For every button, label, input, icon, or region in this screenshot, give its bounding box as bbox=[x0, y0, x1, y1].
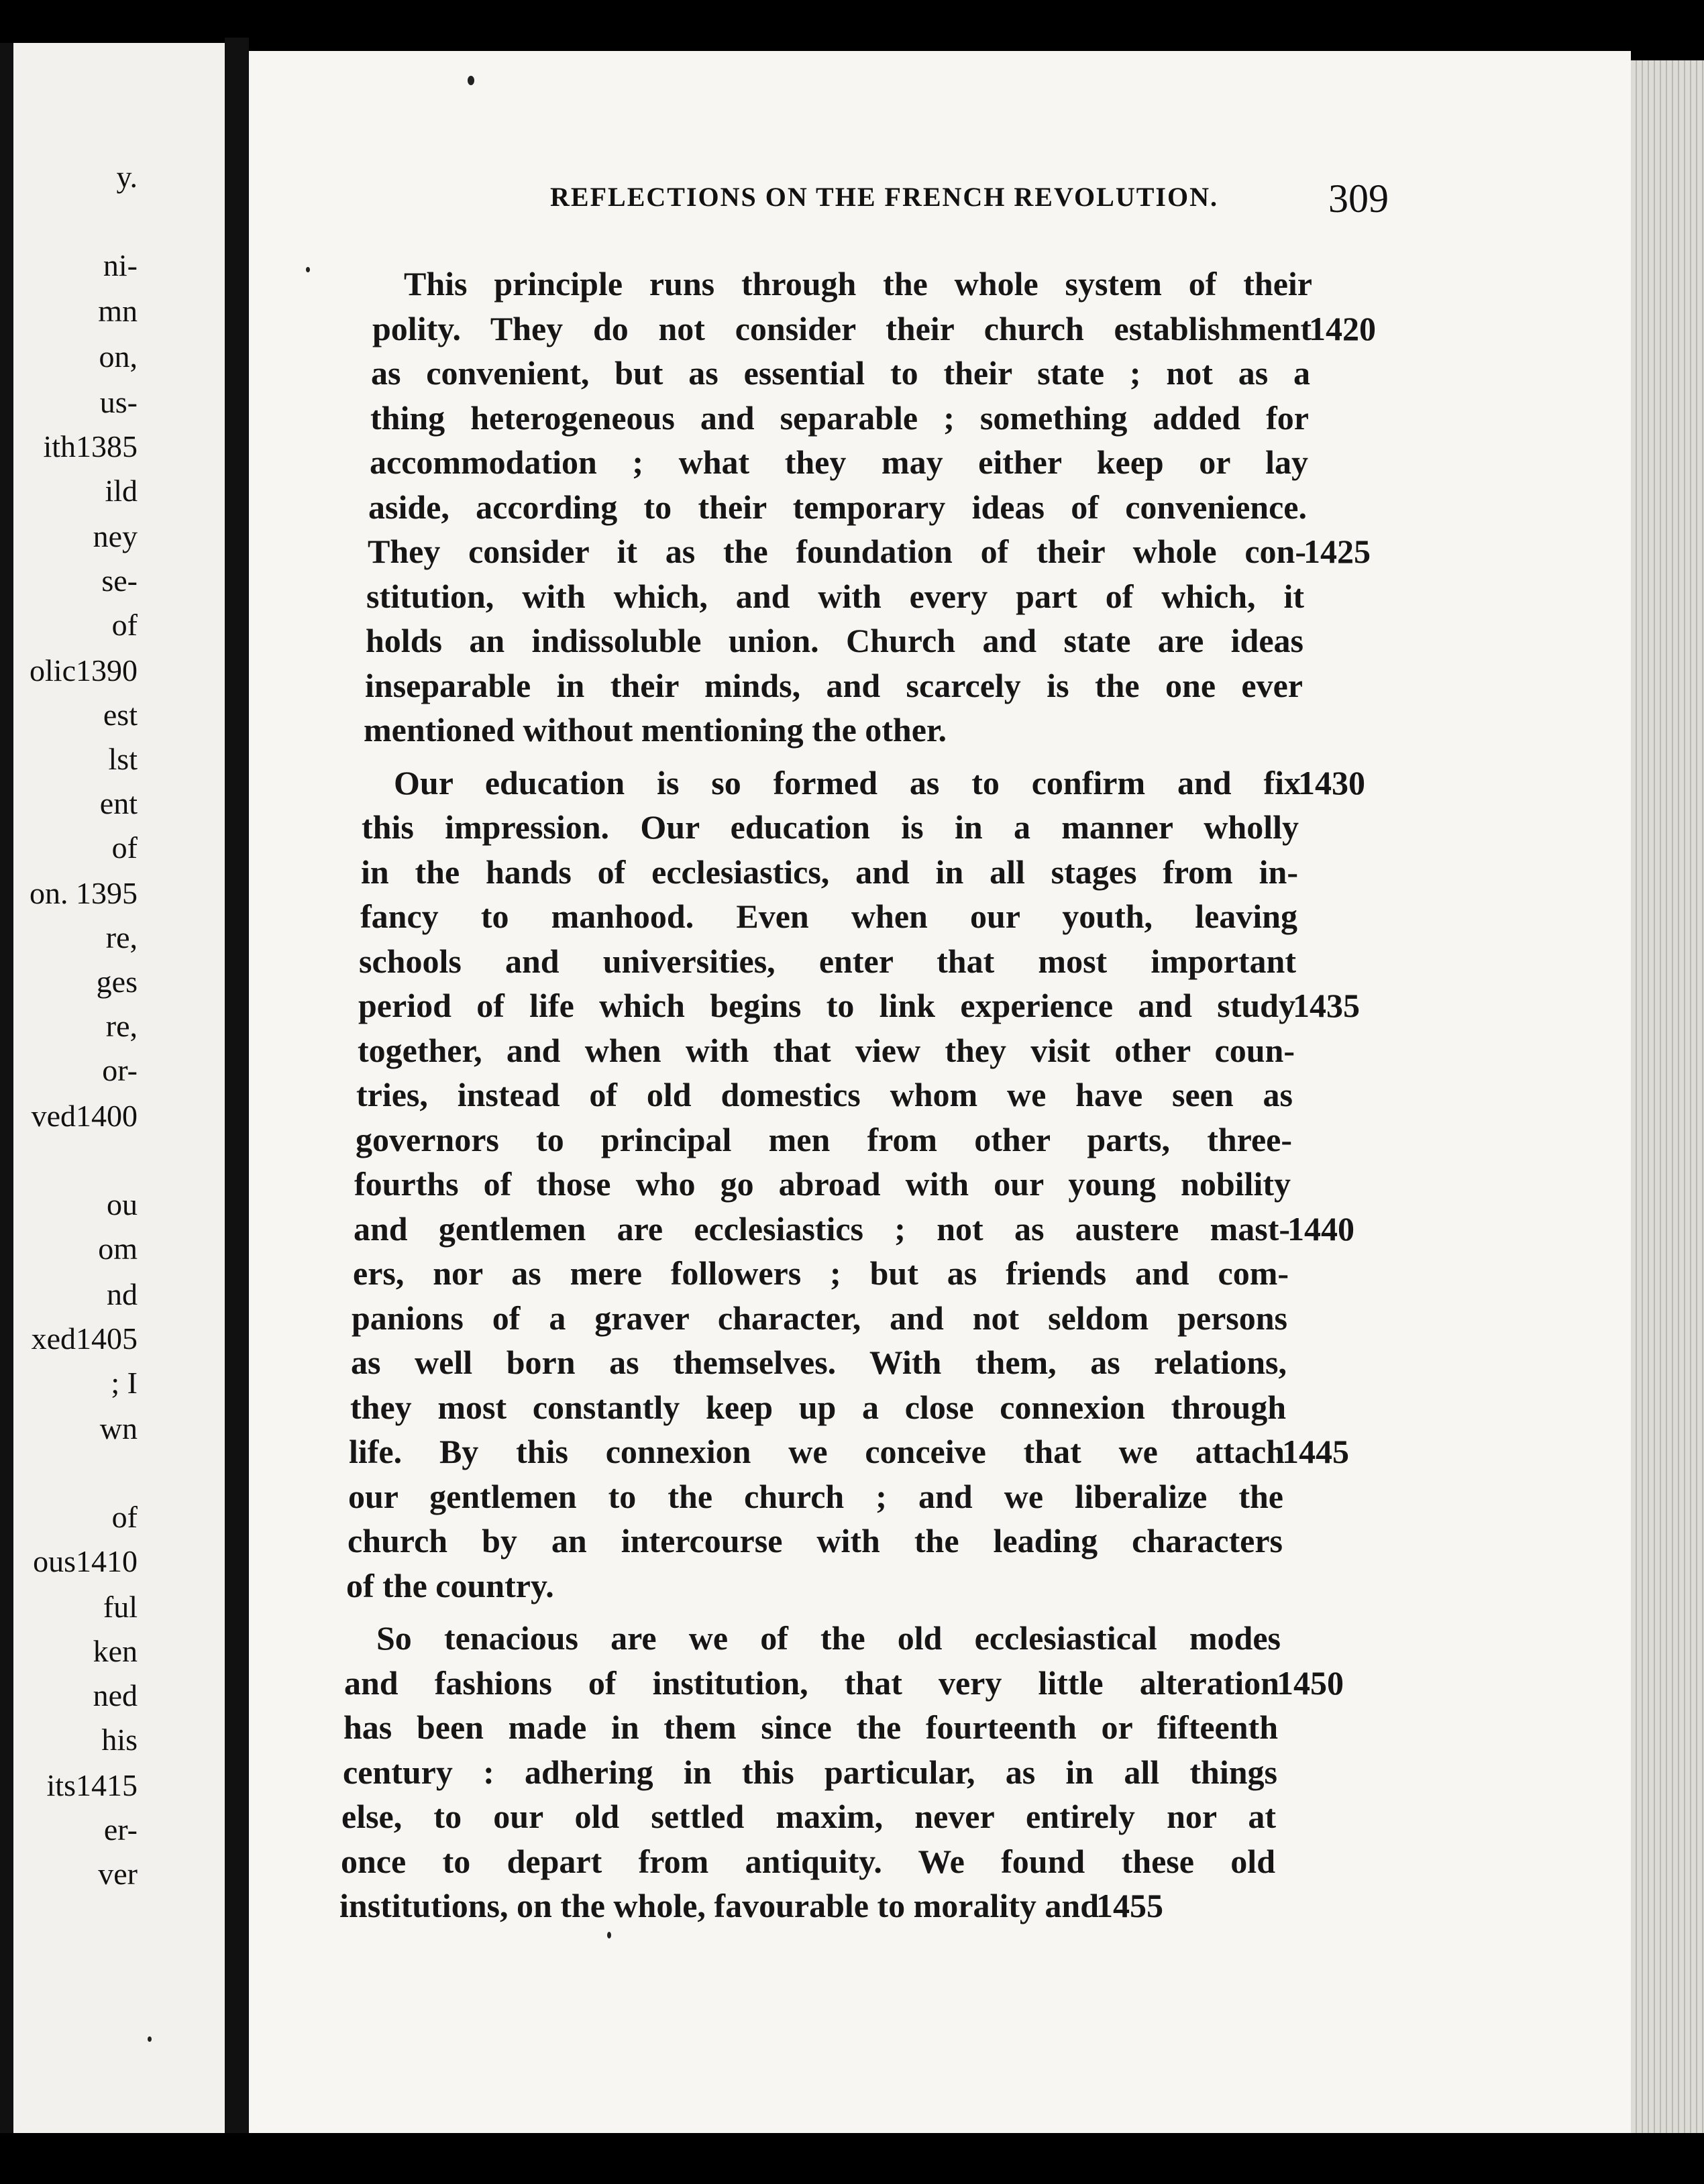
left-page-fragment: of bbox=[111, 1500, 138, 1534]
text-line bbox=[366, 576, 1304, 617]
left-page-fragment: om bbox=[98, 1232, 138, 1266]
text-line bbox=[341, 1796, 1276, 1837]
line-text: accommodation ; what they may either keep or lay bbox=[370, 443, 1308, 481]
line-text: Our education is so formed as to confirm and fix bbox=[394, 763, 1301, 802]
line-number: 1425 bbox=[1303, 533, 1371, 570]
line-number: 1435 bbox=[1293, 987, 1360, 1024]
text-line bbox=[352, 1297, 1287, 1339]
line-text: our gentlemen to the church ; and we liberalize the bbox=[348, 1477, 1283, 1515]
left-page-fragment: ild bbox=[105, 474, 138, 508]
text-line bbox=[370, 397, 1309, 439]
text-line bbox=[344, 1662, 1344, 1704]
left-page-fragment: ith1385 bbox=[43, 429, 138, 463]
text-line bbox=[404, 263, 1312, 305]
line-number: 1455 bbox=[1096, 1887, 1164, 1924]
text-line bbox=[364, 709, 947, 751]
left-page-fragment: ent bbox=[99, 786, 138, 820]
left-page-fragment: re, bbox=[105, 1009, 138, 1043]
left-page-fragment: of bbox=[111, 608, 138, 642]
text-line bbox=[368, 486, 1307, 528]
line-text: They consider it as the foundation of their whole con- bbox=[368, 533, 1306, 570]
left-page-fragment: us- bbox=[99, 385, 138, 419]
dust-speck bbox=[468, 76, 474, 85]
left-page-fragment: er- bbox=[103, 1812, 138, 1847]
left-page-fragment: of bbox=[111, 830, 138, 865]
left-page-fragment: se- bbox=[101, 563, 138, 598]
text-line bbox=[361, 851, 1298, 893]
line-text: mentioned without mentioning the other. bbox=[364, 711, 947, 749]
left-page-fragment: ous1410 bbox=[33, 1544, 138, 1578]
left-page-fragment: on, bbox=[99, 339, 138, 374]
line-number: 1430 bbox=[1298, 763, 1365, 802]
text-line bbox=[358, 1030, 1295, 1071]
line-text: thing heterogeneous and separable ; something added for bbox=[370, 398, 1309, 437]
text-line bbox=[372, 308, 1376, 349]
left-page-fragment: ; I bbox=[111, 1366, 138, 1400]
line-text: holds an indissoluble union. Church and state are ideas bbox=[366, 622, 1303, 659]
dust-speck bbox=[607, 1932, 611, 1939]
dust-speck bbox=[306, 267, 310, 272]
line-text: together, and when with that view they visit other coun- bbox=[358, 1031, 1295, 1069]
left-page-fragment: ver bbox=[98, 1857, 138, 1891]
text-line bbox=[366, 620, 1303, 661]
line-text: in the hands of ecclesiastics, and in all stages from in- bbox=[361, 853, 1298, 891]
left-page-fragment: ou bbox=[107, 1187, 138, 1221]
left-page-fragment: ned bbox=[93, 1678, 138, 1712]
text-line bbox=[348, 1476, 1283, 1517]
text-line bbox=[362, 806, 1299, 848]
left-page-fragment: mn bbox=[98, 294, 138, 328]
line-text: aside, according to their temporary ideas of convenience. bbox=[368, 488, 1307, 526]
text-line bbox=[351, 1342, 1287, 1383]
running-head-title: REFLECTIONS ON THE FRENCH REVOLUTION. bbox=[550, 182, 1218, 212]
line-text: life. By this connexion we conceive that we attach bbox=[349, 1433, 1285, 1470]
line-text: period of life which begins to link experience and study bbox=[358, 987, 1295, 1024]
left-page-fragment: ni- bbox=[103, 248, 138, 282]
line-text: governors to principal men from other parts, three- bbox=[356, 1120, 1292, 1158]
text-line bbox=[356, 1074, 1293, 1115]
left-page-fragment: lst bbox=[108, 742, 138, 776]
left-page-fragment: or- bbox=[102, 1053, 138, 1087]
line-text: tries, instead of old domestics whom we have seen as bbox=[356, 1076, 1293, 1113]
text-line bbox=[359, 940, 1296, 982]
text-line bbox=[348, 1520, 1283, 1562]
line-text: they most constantly keep up a close connexion through bbox=[350, 1388, 1286, 1426]
line-text: as well born as themselves. With them, as relations, bbox=[351, 1344, 1287, 1381]
line-text: inseparable in their minds, and scarcely is the one ever bbox=[365, 666, 1303, 704]
text-line bbox=[354, 1208, 1354, 1250]
left-page-fragment: ful bbox=[103, 1590, 138, 1624]
text-line bbox=[341, 1841, 1275, 1882]
text-line bbox=[343, 1751, 1277, 1793]
text-line bbox=[376, 1617, 1281, 1659]
left-page-fragment: his bbox=[101, 1723, 138, 1757]
left-page-fragment: ved1400 bbox=[31, 1099, 138, 1133]
line-text: church by an intercourse with the leading characters bbox=[348, 1522, 1283, 1560]
left-page-fragment: on. 1395 bbox=[30, 876, 138, 910]
left-page-fragment: olic1390 bbox=[30, 653, 138, 688]
line-text: fancy to manhood. Even when our youth, leaving bbox=[360, 897, 1297, 935]
left-page-fragment: wn bbox=[99, 1411, 138, 1445]
line-text: So tenacious are we of the old ecclesiastical modes bbox=[376, 1619, 1281, 1657]
text-line bbox=[350, 1386, 1286, 1428]
left-page-fragment: ges bbox=[96, 965, 138, 999]
line-number: 1445 bbox=[1282, 1433, 1349, 1470]
line-text: stitution, with which, and with every part of which, it bbox=[366, 577, 1304, 615]
left-page-fragment: ken bbox=[93, 1634, 138, 1668]
line-text: fourths of those who go abroad with our young nobility bbox=[354, 1165, 1291, 1203]
text-line bbox=[354, 1163, 1291, 1205]
line-text: century : adhering in this particular, as in all things bbox=[343, 1753, 1277, 1791]
line-text: once to depart from antiquity. We found these old bbox=[341, 1842, 1275, 1880]
line-text: else, to our old settled maxim, never entirely nor at bbox=[341, 1798, 1276, 1835]
line-text: and gentlemen are ecclesiastics ; not as austere mast- bbox=[354, 1209, 1290, 1248]
left-page-fragment: est bbox=[103, 698, 138, 732]
line-number: 1420 bbox=[1309, 309, 1376, 347]
page-number: 309 bbox=[1328, 176, 1389, 221]
text-line bbox=[394, 762, 1365, 804]
dust-speck bbox=[148, 2036, 152, 2042]
line-text: of the country. bbox=[346, 1566, 554, 1604]
line-text: This principle runs through the whole system of their bbox=[404, 265, 1312, 303]
line-text: polity. They do not consider their church establishment bbox=[372, 309, 1312, 347]
text-line bbox=[371, 352, 1310, 394]
text-line bbox=[365, 665, 1303, 706]
line-text: this impression. Our education is in a manner wholly bbox=[362, 808, 1299, 846]
line-text: schools and universities, enter that most important bbox=[359, 942, 1296, 980]
line-text: panions of a graver character, and not seldom persons bbox=[352, 1299, 1287, 1337]
text-line bbox=[370, 441, 1308, 483]
left-page-fragment: re, bbox=[105, 920, 138, 954]
text-line bbox=[346, 1565, 554, 1606]
line-text: as convenient, but as essential to their state ; not as a bbox=[371, 354, 1310, 392]
text-line bbox=[343, 1706, 1278, 1748]
line-number: 1450 bbox=[1277, 1663, 1344, 1702]
text-line bbox=[356, 1119, 1292, 1160]
text-line bbox=[349, 1431, 1349, 1472]
text-line bbox=[360, 895, 1297, 937]
line-number: 1440 bbox=[1287, 1209, 1354, 1248]
left-page-fragment: xed1405 bbox=[31, 1321, 138, 1356]
text-line bbox=[368, 531, 1371, 572]
left-page-fragment: y. bbox=[116, 160, 138, 194]
text-line bbox=[339, 1885, 1164, 1926]
line-text: ers, nor as mere followers ; but as friends and com- bbox=[353, 1254, 1289, 1292]
left-page-fragment: ney bbox=[93, 519, 138, 553]
line-text: and fashions of institution, that very little alteration bbox=[344, 1663, 1279, 1702]
left-page-fragment: its1415 bbox=[46, 1768, 138, 1802]
line-text: institutions, on the whole, favourable to morality and bbox=[339, 1887, 1100, 1924]
text-line bbox=[353, 1252, 1289, 1294]
left-page-fragment: nd bbox=[107, 1277, 138, 1311]
line-text: has been made in them since the fourteenth or fifteenth bbox=[343, 1708, 1278, 1746]
text-line bbox=[358, 985, 1360, 1026]
